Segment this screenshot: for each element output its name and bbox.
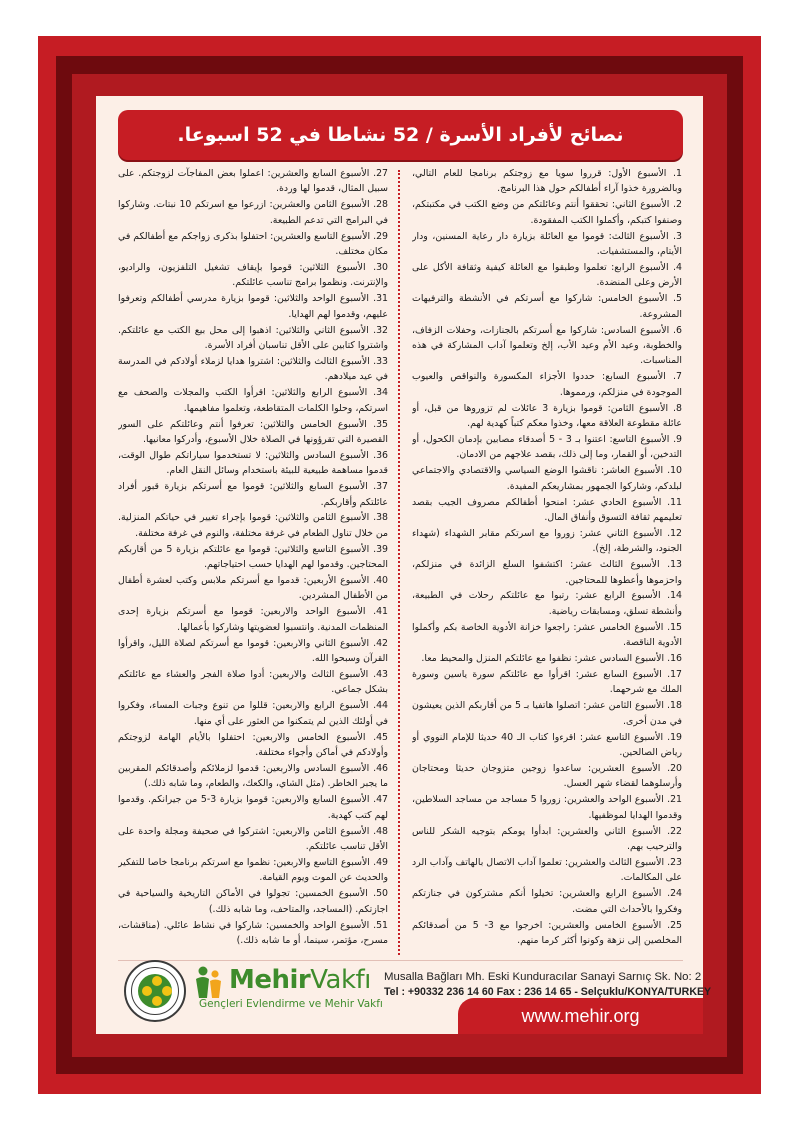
tip-item: 27. الأسبوع السابع والعشرين: اعملوا بعض المفاجآت لزوجتكم. على سبيل المثال، قدموا لها وردة. — [118, 168, 388, 195]
tip-item: 2. الأسبوع الثاني: تحققوا أنتم وعائلتكم من وضع الكتب في مكتبتكم، وصنفوا كتبكم، وأكملوا الكتب المفقودة. — [412, 199, 682, 226]
tip-item: 39. الأسبوع التاسع والثلاثين: قوموا مع عائلتكم بزيارة 5 من أقاربكم المحتاجين. وقدموا لهم الهدايا حسب احتياجاتهم. — [118, 543, 388, 571]
tip-item: 9. الأسبوع التاسع: اعتنوا بـ 3 - 5 أصدقاء مصابين بإدمان الكحول، أو التدخين، أو القمار، وما إلى ذلك، بقصد علاجهم من الادمان. — [412, 433, 682, 461]
tip-item: 30. الأسبوع الثلاثين: قوموا بإيقاف تشغيل التلفزيون، والراديو، والإنترنت. ونظموا برامج تناسب عائلتكم. — [118, 261, 388, 289]
tip-item: 21. الأسبوع الواحد والعشرين: زوروا 5 مساجد من مساجد السلاطين، وقدموا الهدايا لموظفيها. — [412, 794, 682, 821]
footer-divider — [118, 960, 683, 961]
tip-item: 24. الأسبوع الرابع والعشرين: تخيلوا أنكم مشتركون في جنازتكم وفكروا بالأحداث التي مضت. — [412, 888, 682, 915]
seal-petal — [152, 996, 162, 1006]
tip-item: 28. الأسبوع الثامن والعشرين: ازرعوا مع اسرتكم 10 نبتات. وشاركوا في البرامج التي تدعم الطبيعة. — [118, 199, 388, 226]
logo-figure-icon — [193, 965, 223, 999]
tips-column-right — [412, 166, 682, 946]
tip-item: 31. الأسبوع الواحد والثلاثين: قوموا بزيارة مدرسي أطفالكم وتعرفوا عليهم، وقدموا لهم الهدايا. — [118, 293, 388, 320]
tip-item: 36. الأسبوع السادس والثلاثين: لا تستخدموا سياراتكم طوال الوقت، قدموا مساهمة طبيعية للبيئة باستخدام وسائل النقل العام. — [118, 449, 388, 477]
seal-petal — [142, 986, 152, 996]
tip-item: 46. الأسبوع السادس والاربعين: قدموا لزملائكم وأصدقائكم المقربين ما يجبر الخاطر. (مثل الشاي، والكعك، والطعام، وما شابه ذلك.) — [118, 762, 388, 790]
tip-item: 34. الأسبوع الرابع والثلاثين: اقرأوا الكتب والمجلات والصحف مع اسرتكم، وحلوا الكلمات المتقاطعة، وتعلموا مفاهيمها. — [118, 387, 388, 414]
tip-item: 47. الأسبوع السابع والاربعين: قوموا بزيارة 3-5 من جيرانكم. وقدموا لهم كتب كهدية. — [118, 794, 388, 821]
logo-wordmark — [229, 963, 371, 997]
address-line: Musalla Bağları Mh. Eski Kunduracılar Sanayi Sarnıç Sk. No: 2 — [384, 971, 702, 983]
tip-item: 48. الأسبوع الثامن والاربعين: اشتركوا في صحيفة ومجلة واحدة على الأقل تناسب عائلتكم. — [118, 825, 388, 852]
tip-item: 18. الأسبوع الثامن عشر: اتصلوا هاتفيا بـ 5 من أقاربكم الذين يعيشون في مدن أخرى. — [412, 700, 682, 727]
phone-fax-line: Tel : +90332 236 14 60 Fax : 236 14 65 - Selçuklu/KONYA/TURKEY — [384, 986, 712, 998]
tip-item: 25. الأسبوع الخامس والعشرين: اخرجوا مع 3- 5 من أصدقائكم المخلصين إلى نزهة وكونوا أكثر كرما منهم. — [412, 919, 682, 946]
tip-item: 41. الأسبوع الواحد والاربعين: قوموا مع أسرتكم بزيارة إحدى المنظمات المدنية. وانتسبوا لعضويتها وشاركوا بأعمالها. — [118, 606, 388, 633]
tip-item: 45. الأسبوع الخامس والاربعين: احتفلوا بالأيام الهامة لزوجتكم وأولادكم في أماكن وأجواء مختلفة. — [118, 731, 388, 759]
tip-item: 5. الأسبوع الخامس: شاركوا مع أسرتكم في الأنشطة والترفيهات المشروعة. — [412, 293, 682, 320]
tip-item: 35. الأسبوع الخامس والثلاثين: تعرفوا أنتم وعائلتكم على السور القصيرة التي تقرؤونها في الصلاة خلال الأسبوع، وأدركوا معانيها. — [118, 418, 388, 445]
tips-column-left — [118, 166, 388, 946]
tip-item: 14. الأسبوع الرابع عشر: رتبوا مع عائلتكم رحلات في الطبيعة، وأنشطة تسلق، ومسابقات رياضية. — [412, 590, 682, 617]
tip-item: 42. الأسبوع الثاني والاربعين: قوموا مع أسرتكم لصلاة الليل، واقرأوا القرآن وسبحوا الله. — [118, 637, 388, 665]
tip-item: 4. الأسبوع الرابع: تعلموا وطبقوا مع العائلة كيفية وثقافة الأكل على الأرض وعلى المنضدة. — [412, 261, 682, 289]
tip-item: 15. الأسبوع الخامس عشر: راجعوا خزانة الأدوية الخاصة بكم وأكملوا الأدوية الناقصة. — [412, 621, 682, 649]
tip-item: 33. الأسبوع الثالث والثلاثين: اشتروا هدايا لزملاء أولادكم في المدرسة في عيد ميلادهم. — [118, 355, 388, 383]
tip-item: 32. الأسبوع الثاني والثلاثين: اذهبوا إلى محل بيع الكتب مع عائلتكم. واشتروا كتابين على الأقل تناسبان أفراد الأسرة. — [118, 324, 388, 351]
tip-item: 23. الأسبوع الثالث والعشرين: تعلموا آداب الاتصال بالهاتف وآداب الرد على المكالمات. — [412, 856, 682, 884]
seal-petal — [152, 976, 162, 986]
logo-word-vakfi: Vakfı — [310, 965, 371, 995]
logo-tagline: Gençleri Evlendirme ve Mehir Vakfı — [199, 998, 383, 1010]
page-title: نصائح لأفراد الأسرة / 52 نشاطا في 52 اسبوعا. — [118, 110, 683, 160]
tip-item: 6. الأسبوع السادس: شاركوا مع أسرتكم بالجنازات، وحفلات الزفاف، والخطوبة، وعيد الأم وعيد الأب، إلخ وتعلموا آداب المشاركة في هذه المناسبات. — [412, 324, 682, 367]
tip-item: 40. الأسبوع الأربعين: قدموا مع أسرتكم ملابس وكتب لعشرة أطفال من الأطفال المشردين. — [118, 575, 388, 602]
tip-item: 19. الأسبوع التاسع عشر: اقرءوا كتاب الـ 40 حديثا للإمام النووي أو رياض الصالحين. — [412, 731, 682, 759]
tip-item: 16. الأسبوع السادس عشر: نظفوا مع عائلتكم المنزل والمحيط معا. — [421, 653, 682, 665]
website-link[interactable]: www.mehir.org — [458, 998, 703, 1034]
tip-item: 43. الأسبوع الثالث والاربعين: أدوا صلاة الفجر والعشاء مع عائلتكم بشكل جماعي. — [118, 669, 388, 696]
tip-item: 44. الأسبوع الرابع والاربعين: قللوا من تنوع وجبات المساء، وفكروا في أولئك الذين لم يتمكنوا من العثور على أي منها. — [118, 700, 388, 727]
seal-petal — [162, 986, 172, 996]
tip-item: 50. الأسبوع الخمسين: تجولوا في الأماكن التاريخية والسياحية في اجازتكم. (المساجد، والمتاحف، وما شابه ذلك.) — [118, 888, 388, 915]
tip-item: 1. الأسبوع الأول: قرروا سويا مع زوجتكم برنامجا للعام التالي، وبالضرورة خذوا آراء أطفالكم حول هذا البرنامج. — [412, 168, 682, 195]
tip-item: 10. الأسبوع العاشر: ناقشوا الوضع السياسي والاقتصادي والاجتماعي لبلدكم، وشاركوا الجمهور بمشاريعكم المفيدة. — [412, 465, 682, 492]
tip-item: 49. الأسبوع التاسع والاربعين: نظموا مع اسرتكم برنامجا خاصا للتفكير والحديث عن الموت ويوم القيامة. — [118, 856, 388, 884]
tip-item: 22. الأسبوع الثاني والعشرين: ابدأوا يومكم بتوجيه الشكر للناس والترحيب بهم. — [412, 825, 682, 852]
column-divider — [398, 170, 400, 955]
tip-item: 51. الأسبوع الواحد والخمسين: شاركوا في نشاط عائلي. (مناقشات، مسرح، مؤتمر، سينما، أو ما شابه ذلك.) — [118, 919, 388, 946]
foundation-seal-icon — [124, 960, 186, 1022]
mehir-vakfi-logo — [193, 963, 383, 1013]
tip-item: 17. الأسبوع السابع عشر: اقرأوا مع عائلتكم سورة ياسين وسورة الملك مع شرحهما. — [412, 669, 682, 696]
contact-address — [384, 970, 712, 1000]
tip-item: 3. الأسبوع الثالث: قوموا مع العائلة بزيارة دار رعاية المسنين، ودار الأيتام، والمستشفيات. — [412, 230, 682, 258]
tip-item: 8. الأسبوع الثامن: قوموا بزيارة 3 عائلات لم تزوروها من قبل، أو عائلة مقطوعة العلاقة معها، وخذوا معكم كتباً كهدية لهم. — [412, 402, 682, 429]
logo-word-mehir: Mehir — [229, 965, 311, 995]
tip-item: 11. الأسبوع الحادي عشر: امنحوا أطفالكم مصروف الجيب بقصد تعليمهم ثقافة التسوق وأنفاق المال. — [412, 496, 682, 523]
tip-item: 20. الأسبوع العشرين: ساعدوا زوجين متزوجان حديثا ومحتاجان وأرسلوهما لقضاء شهر العسل. — [412, 762, 682, 790]
tip-item: 13. الأسبوع الثالث عشر: اكتشفوا السلع الزائدة في منزلكم، واحزموها وأعطوها للمحتاجين. — [412, 559, 682, 586]
tip-item: 38. الأسبوع الثامن والثلاثين: قوموا بإجراء تغيير في حياتكم المنزلية. من خلال تناول الطعام في غرفة مختلفة، والنوم في غرفة مختلفة. — [118, 512, 388, 539]
tip-item: 29. الأسبوع التاسع والعشرين: احتفلوا بذكرى زواجكم مع أطفالكم في مكان مختلف. — [118, 230, 388, 258]
tip-item: 12. الأسبوع الثاني عشر: زوروا مع اسرتكم مقابر الشهداء (شهداء الجنود، والشرطة، إلخ). — [412, 527, 682, 555]
tip-item: 37. الأسبوع السابع والثلاثين: قوموا مع أسرتكم بزيارة قبور أفراد عائلتكم وأقاربكم. — [118, 481, 388, 508]
tip-item: 7. الأسبوع السابع: حددوا الأجزاء المكسورة والنواقص والعيوب الموجودة في منزلكم، ورمموها. — [412, 371, 682, 398]
